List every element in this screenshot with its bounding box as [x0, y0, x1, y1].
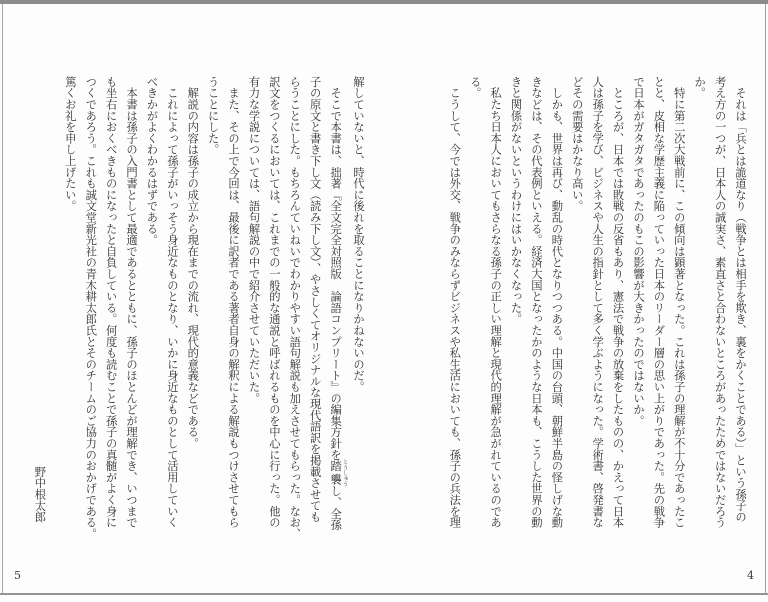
text-line: きと関係がないというわけにはいかなくなった。 — [509, 76, 523, 325]
furigana: とうしゅう — [341, 458, 348, 487]
text-line: 本書は孫子の入門書として最適であるとともに、孫子のほとんどが理解でき、いつまで — [125, 76, 139, 528]
text-line: る。 — [468, 76, 482, 99]
page-right — [384, 0, 768, 602]
text-line: も坐右におくべきものになったと自負している。何度も読むことで孫子の真髄がよく身に — [104, 76, 118, 528]
text-segment: し、全孫 — [329, 485, 343, 531]
text-line: しかも、世界は再び、動乱の時代となりつつある。中国の台頭、朝鮮半島の怪しげな動 — [550, 76, 564, 528]
text-line: べきかがよくわかるはずである。 — [145, 76, 159, 246]
text-line: つくであろう。これも誠文堂新光社の青木耕太郎氏とそのチームのご協力のおかげである。 — [84, 76, 98, 540]
text-line: か。 — [693, 76, 707, 99]
text-line: 有力な学説については、語句解説の中で紹介させていただいた。 — [247, 76, 261, 404]
page-right-text-block — [444, 76, 750, 542]
ruby-annotated-word: 踏襲 とうしゅう — [329, 458, 348, 487]
page-left-text-block — [29, 76, 368, 542]
text-line: こうして、今では外交、戦争のみならずビジネスや私生活においても、孫子の兵法を理 — [448, 76, 462, 528]
text-line: ところが、日本では敗戦の反省もあり、憲法で戦争の放棄をしたものの、かえって日本 — [611, 76, 625, 528]
text-line: 解説の内容は孫子の成立から現在までの流れ、現代的意義などである。 — [186, 76, 200, 449]
text-line: どその需要はかなり高い。 — [570, 76, 584, 212]
author-signature: 野中根太郎 — [33, 465, 47, 522]
text-line: うことにした。 — [206, 76, 220, 156]
text-line: 考え方の一つが、日本人の誠実さ、素直さと合わないところがあったためではないだろう — [713, 76, 727, 528]
text-line: で日本がガタガタであったのもこの影響が大きかったのではないか。 — [631, 76, 645, 427]
text-line: 私たち日本人においてもさらなる孫子の正しい理解と現代的理解が急がれているのであ — [489, 76, 503, 528]
text-line: また、その上で今回は、最後に訳者である著者自身の解釈による解説もつけさせてもら — [227, 76, 241, 528]
text-line: らうことにした。もちろんていねいでわかりやすい語句解説も加えさせてもらった。なお、 — [288, 76, 302, 540]
text-line — [325, 76, 348, 542]
text-line: 人は孫子を学び、ビジネスや人生の指針として多く学ぶようになった。学術書、啓発書な — [591, 76, 605, 528]
text-line: 篤くお礼を申し上げたい。 — [63, 76, 77, 212]
text-line: これによって孫子がいっそう身近なものとなり、いかに身近なものとして活用していく — [165, 76, 179, 528]
text-line: とと、皮相な学歴主義に陥っていった日本のリーダー層の思い上がりであった。先の戦争 — [652, 76, 666, 528]
text-line: 解していないと、時代に後れを取ることになりかねないのだ。 — [352, 76, 365, 393]
text-segment: そこで本書は、拙著『全文完全対照版 論語コンプリート』の編集方針を — [329, 76, 343, 461]
text-line: 訳文をつくるにおいては、これまでの一般的な通説と呼ばれるものを中心に行った。他の — [267, 76, 281, 528]
text-line: きなどは、その代表例といえる。経済大国となったかのような日本も、こうした世界の動 — [529, 76, 543, 528]
page-number-right: 4 — [747, 569, 754, 582]
text-line: 子の原文と書き下し文（読み下し文）、やさしくてオリジナルな現代語訳を掲載させても — [308, 76, 322, 523]
page-number-left: 5 — [14, 569, 21, 582]
text-line: 特に第二次大戦前に、この傾向は顕著となった。これは孫子の理解が不十分であったこ — [672, 76, 686, 528]
text-line: それは「兵とは詭道なり（戦争とは相手を欺き、裏をかくことである）」という孫子の — [734, 76, 747, 523]
